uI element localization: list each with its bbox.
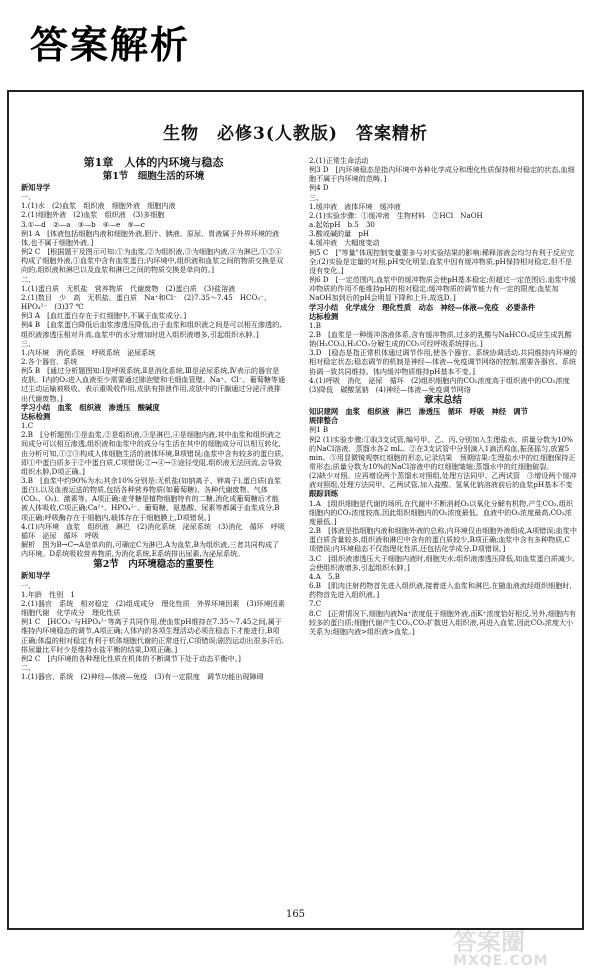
section-title: 第2节 内环境稳态的重要性 [93,559,214,571]
answer-line: 例1 A [体液包括细胞内液和细胞外液,胆汁、胰液、原尿、胃液属于外界环境的液体,也不属于细胞外液。] [21,228,280,247]
subsection-heading: 学习小结 化学成分 理化性质 动态 神经—体液—免疫 必要条件 [309,302,536,312]
answer-line: 1.内环境 消化系统 呼吸系统 泌尿系统 [21,347,156,357]
answer-page-frame [7,90,584,930]
subsection-heading: 达标检测 [309,311,339,321]
answer-line: 2.(1)器官 系统 相对稳定 (2)组成成分 理化性质 外界环境因素 (3)环境因素 细胞代谢 化学成分 理化性质 [21,598,293,618]
answer-line: 6.B [肌肉注射药物首先进入组织液,接着进入血浆和淋巴,在随血液流经组织细胞时,药物首先进入组织液。] [309,581,572,600]
answer-line: 2.(1)数目 少 高 无机盐、蛋白质 Na⁺和Cl⁻ (2)7.35～7.45 HCO₃⁻、HPO₄²⁻ (3)37 ℃ [21,292,271,312]
subsection-heading: 学习小结 血浆 组织液 渗透压 酸碱度 [21,402,160,412]
answer-line: 三、 [21,338,36,348]
watermark-bottom-text: MXQE.COM [453,953,549,969]
subsection-heading: 达标检测 [21,411,51,421]
answer-line: 2.(1)正常生命活动 [309,156,369,165]
answer-line: 1.年龄 性别 1 [21,589,75,599]
answer-line: (2)缺少对照。应再增设两个蒸馏水对照组,处理方法同甲、乙两试管 ③增设两个缓冲液对照组,处理方法同甲、乙两试管,加入盐酸、氢氧化钠溶液前后的血浆pH基本不变 [309,471,577,490]
section-title: 第1节 细胞生活的环境 [102,171,205,182]
answer-line: 4.A 5.B [309,571,340,581]
answer-line: 二、 [21,274,36,284]
answer-line: 4.(1)内环境 血浆 组织液 淋巴 (2)消化系统 泌尿系统 (3)消化 循环 呼吸 循环 泌尿 循环 呼吸 [21,521,293,540]
answer-line: 例2 C [内环境的各种理化性质在机体的不断调节下处于动态平衡中。] [21,653,241,663]
answer-line: 例4 B [血浆蛋白降低后血浆渗透压降低,由于血浆和组织液之间是可以相互渗透的,组织液渗透压相对升高,血浆中的水分增加时进入组织液增多,引起组织水肿。] [21,320,282,339]
answer-line: 例3 D [内环境稳态是指内环境中各种化学成分和理化性质保持相对稳定的状态,血细胞不属于内环境的范畴。] [309,165,575,184]
answer-line: 1.B [309,320,321,330]
subsection-heading: 知识建网 血浆 组织液 淋巴 渗透压 循环 呼吸 神经 调节 [309,407,528,417]
answer-line: 例5 C ["等量"体现控制变量要多与对实验结果的影响:稀释溶液会均匀有利于反应完全;(2)实验是定量的对照,pH变化明显;血浆中因有缓冲物质,pH保持相对稳定,但不是没有变化。] [309,247,575,275]
answer-line: 1.(1)水 (2)血浆 组织液 细胞外液 细胞内液 [21,201,176,211]
answer-line: 2.B [分析题图:①是血浆,②是组织液,③是淋巴,④是细胞内液,其中血浆和组织液之间成分可以相互渗透,组织液和血浆中的成分与生活在其中的细胞成分可以相互转化,由分析可知,①②③构成人体细胞生活的液体环境,B项错误;血浆中含有较多的蛋白质,即①中蛋白质多于②中蛋白质,C项错误;②→④→③途径受阻,组织液无法回流,会导致组织水肿,D项正确。] [21,430,284,476]
answer-line: 7.C [309,599,322,609]
answer-line: 4.(1)呼吸 消化 泌尿 循环 (2)组织细胞内的CO₂浓度高于组织液中的CO₂浓度 (3)降低 碳酸氢钠 (4)神经—体液—免疫调节网络 [309,375,577,394]
answer-line: 2.(1)实验步骤：①缓冲液 生物材料 ②HCl NaOH [309,210,483,220]
answer-line: 一、 [21,580,36,590]
answer-line: 三、 [309,192,324,202]
subsection-heading: 跟踪训练 [309,489,339,499]
answer-line: 例2 C [根据题干及图示可知:①为血浆,②为组织液,③为细胞内液,④为淋巴,①②④构成了细胞外液,①血浆中含有血浆蛋白;内环境中,组织液和血浆之间的物质交换是双向的,组织液和淋巴以及血浆和淋巴之间的物质交换是单向的。] [21,247,284,275]
subsection-heading: 新知导学 [21,183,51,192]
answer-line: 1.C [21,421,34,431]
page-number: 165 [285,909,306,920]
answer-line: 4.缓冲液 大幅度变动 [309,238,380,248]
watermark-top-text: 答案圈 [453,928,525,956]
left-column [21,156,293,682]
answer-line: 1.(1)器官、系统 (2)神经—体液—免疫 (3)有一定限度 调节功能出现障碍 [21,672,264,682]
answer-line: 2.(1)细胞外液 (2)血浆 组织液 (3)多细胞 [21,210,165,220]
answer-line: 例3 A [血红蛋白存在于红细胞中,不属于血浆成分。] [21,311,187,321]
answer-line: 3.D [稳态是指正常机体通过调节作用,使各个器官、系统协调活动,共同维持内环境的相对稳定状态;稳态调节的机制是神经—体液—免疫调节网络的控制,需要各器官、系统协调一致共同维持。体内缓冲物质维持pH基本不变。] [309,348,578,376]
answer-line: 1.A [组织细胞是代谢的场所,在代谢中不断消耗O₂以氧化分解有机物,产生CO₂,组织细胞内的CO₂浓度较高,因此组织细胞内的O₂浓度最低。血液中的O₂浓度最高,CO₂浓度最低。] [309,498,574,526]
answer-line: 2.B [体液是指细胞内液和细胞外液的总称,内环境仅由细胞外液组成,A项错误;血浆中蛋白质含量较多,组织液和淋巴中含有的蛋白质较少,B项正确;血浆中含有多种物质,C项错误;内环境稳态不仅指理化性质,还包括化学成分,D项错误。] [309,526,577,554]
main-title: 生物 必修3(人教版) 答案精析 [163,124,428,144]
answer-line: 3.B [血浆中约90%为水;其余10%分别是:无机盐(如钠离子、钾离子),蛋白质(血浆蛋白),以及血液运送的物质,包括各种营养物质(如葡萄糖)、各种代谢废物、气体(CO₂、O₂)、激素等。A项正确;麦芽糖是植物细胞特有的二糖,消化成葡萄糖后才能被人体吸收,C项正确;Ca²⁺、HPO₄²⁻、葡萄糖、氨基酸、尿素等都属于血浆成分,B项正确;呼吸酶存在于细胞内,载体存在于细胞膜上,D项错误。] [21,476,282,522]
subsection-heading: 规律整合 [309,416,339,426]
answer-line: 1.缓冲液 液体环境 缓冲液 [309,201,401,211]
answer-line: 解析 图为B→C→A是单向的,可确定C为淋巴,A为血浆,B为组织液,三者共同构成了内环境。D系统吸收营养物质,为消化系统,E系统排出尿素,为泌尿系统。 [21,540,280,559]
answer-line: 3.①—d ②—a ③—b ④—e ⑤—c [21,219,145,229]
watermark-logo [453,922,583,969]
answer-line: 3.酸或碱的量 pH [309,229,370,239]
answer-line: 例6 D [一定范围内,血浆中的缓冲物质会使pH基本稳定;但超过一定范围后,血浆中缓冲物质的作用不能维持pH的相对稳定;缓冲物质的调节能力有一定的限度;血浆加NaOH加到后的pH会明显下降和上升,故选D。] [309,275,576,303]
answer-line: 例5 B [通过分析题图知:Ⅰ是呼吸系统,Ⅱ是消化系统,Ⅲ是泌尿系统,Ⅳ表示的器官是皮肤。Ⅰ内的O₂进入血液至少需要通过肺泡壁和毛细血管壁。Na⁺、Cl⁻、葡萄糖等通过主动运输被吸收。表示重吸收作用,皮肤有排泄作用,皮肤中的汗腺通过分泌汗液排出代谢废物。] [21,366,286,403]
answer-line: 1.(1)蛋白质 无机盐 营养物质 代谢废物 (2)蛋白质 (3)盐溶液 [21,283,236,293]
answer-line: a.起始pH b.5 30 [309,220,375,230]
answer-line: 8.C [正常情况下,细胞内液Na⁺浓度低于细胞外液,而K⁺浓度恰好相反,另外,细胞内有较多的蛋白质;细胞代谢产生CO₂,CO₂扩散进入组织液,再进入血浆,因此CO₂浓度大小关系为:细胞内液>组织液>血浆。] [309,608,577,636]
answer-line: 2.B [血浆是一种缓冲溶液体系,含有缓冲物质,过多的乳酸与NaHCO₃反应生成乳酸钠(H₂CO₃),H₂CO₃分解生成的CO₂可经呼吸系统排出。] [309,329,572,349]
answer-line: 一、 [21,192,36,202]
answer-line: 2.各个器官、系统 [21,356,78,366]
answer-line: 3.C [组织液渗透压大于细胞内液时,细胞失水;组织液渗透压降低,如血浆蛋白质减少,会使组织液增多,引起组织水肿。] [309,553,575,572]
answer-line: 例4 D [309,183,329,193]
page-banner-title: 答案解析 [30,23,191,67]
right-column [309,156,577,636]
answer-line: 例1 C [HCO₃⁻与HPO₄²⁻等离子共同作用,使血浆pH维持在7.35～7.45之间,属于维持内环境稳态的调节,A项正确;人体内的各项生理活动必须在稳态下才能进行,B项正确;体温的相对稳定有利于机体细胞代谢的正常进行,C项错误;剧烈运动出很多汗后,排尿量比平时少是维持水盐平衡的结果,D项正确。] [21,617,284,654]
answer-line: 二、 [21,662,36,672]
subsection-heading: 新知导学 [21,571,51,581]
answer-line: 例2 (1)实验步骤:①取3支试管,编号甲、乙、丙,分别加入生理盐水、质量分数为10%的NaCl溶液、蒸馏水各2 mL。②在3支试管中分别滴入1滴活鸡血,振荡摇匀,放置5 min。③用显微镜观察红细胞的形态,记录结果 预期结果:生理盐水中的红细胞保持正常形态;质量分数为10%的NaCl溶液中的红细胞皱缩;蒸馏水中的红细胞破裂。 [309,434,576,471]
section-title: 章末总结 [423,395,462,407]
chapter-title: 第1章 人体的内环境与稳态 [83,156,224,169]
answer-line: 例1 B [309,425,329,435]
